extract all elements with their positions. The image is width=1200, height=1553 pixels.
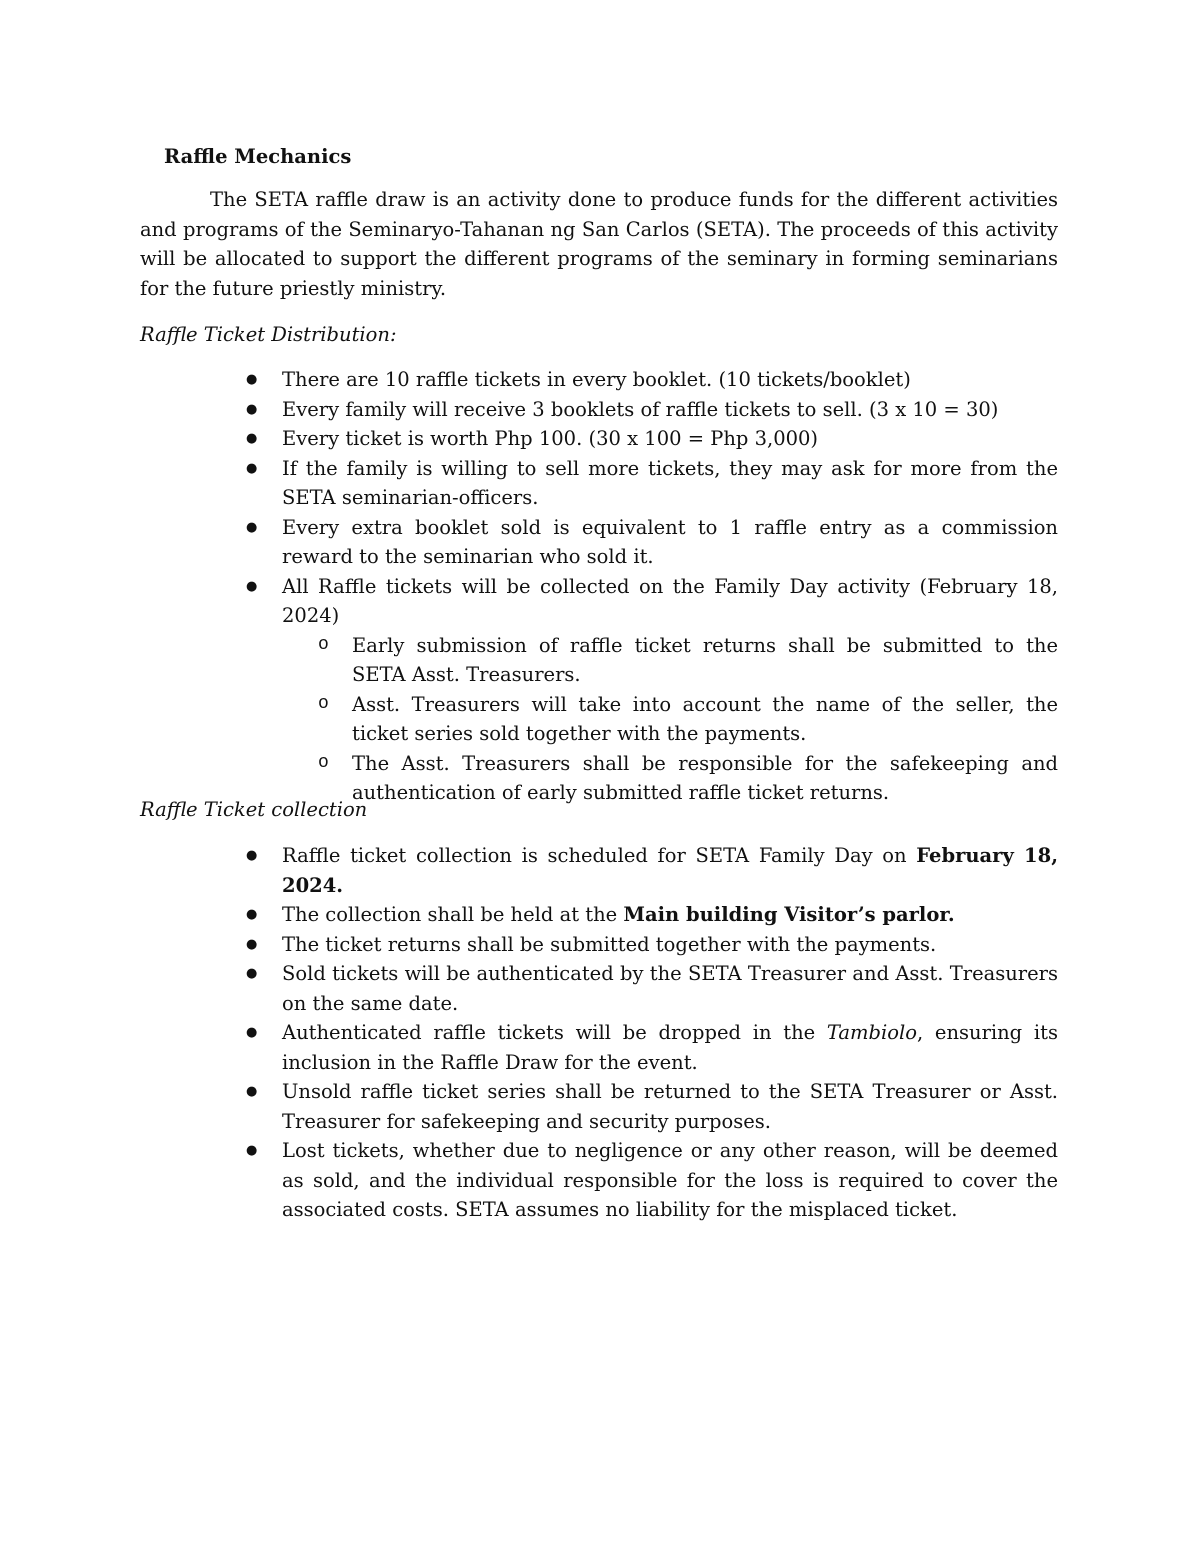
list-item — [282, 900, 1058, 930]
list-item-text: All Raffle tickets will be collected on the Family Day activity (February 18, 2024) — [282, 574, 1058, 627]
list-item: ● If the family is willing to sell more tickets, they may ask for more from the SETA seminarian-officers. — [282, 454, 1058, 513]
list-item: ● There are 10 raffle tickets in every booklet. (10 tickets/booklet) — [282, 365, 1058, 395]
distribution-sublist — [352, 631, 1058, 808]
sublist-item: o The Asst. Treasurers shall be responsible for the safekeeping and authentication of early submitted raffle ticket returns. — [352, 749, 1058, 808]
sublist-item: o Early submission of raffle ticket returns shall be submitted to the SETA Asst. Treasurers. — [352, 631, 1058, 690]
list-item: ● The ticket returns shall be submitted together with the payments. — [282, 930, 1058, 960]
intro-paragraph — [140, 185, 1058, 303]
list-item-text: , ensuring its inclusion in the Raffle Draw for the event. — [282, 1021, 1058, 1074]
collection-venue: Main building Visitor’s parlor. — [623, 903, 955, 926]
list-item: ● Every extra booklet sold is equivalent to 1 raffle entry as a commission reward to the seminarian who sold it. — [282, 513, 1058, 572]
intro-text: The SETA raffle draw is an activity done to produce funds for the different activities and programs of the Seminaryo-Tahanan ng San Carlos (SETA). The proceeds of this activity will be allocated to support the different programs of the seminary in forming seminarians for the future priestly ministry. — [140, 188, 1058, 300]
distribution-heading: Raffle Ticket Distribution: — [140, 323, 397, 346]
list-item: ● Every family will receive 3 booklets of raffle tickets to sell. (3 x 10 = 30) — [282, 395, 1058, 425]
list-item-text: Authenticated raffle tickets will be dropped in the — [282, 1021, 827, 1044]
tambiolo-term: Tambiolo — [826, 1021, 917, 1044]
list-item — [282, 572, 1058, 808]
list-item-text: The collection shall be held at the — [282, 903, 624, 926]
collection-date: February 18, 2024. — [282, 844, 1058, 897]
document-title: Raffle Mechanics — [164, 145, 352, 168]
list-item: ● Lost tickets, whether due to negligence or any other reason, will be deemed as sold, and the individual responsible for the loss is required to cover the associated costs. SETA assumes no liability for the misplaced ticket. — [282, 1136, 1058, 1225]
distribution-list — [282, 365, 1058, 808]
list-item — [282, 841, 1058, 900]
list-item: ● Every ticket is worth Php 100. (30 x 100 = Php 3,000) — [282, 424, 1058, 454]
list-item-text: Raffle ticket collection is scheduled for SETA Family Day on — [282, 844, 917, 867]
sublist-item: o Asst. Treasurers will take into account the name of the seller, the ticket series sold together with the payments. — [352, 690, 1058, 749]
list-item — [282, 1018, 1058, 1077]
collection-list — [282, 841, 1058, 1225]
list-item: ● Unsold raffle ticket series shall be returned to the SETA Treasurer or Asst. Treasurer for safekeeping and security purposes. — [282, 1077, 1058, 1136]
list-item: ● Sold tickets will be authenticated by the SETA Treasurer and Asst. Treasurers on the same date. — [282, 959, 1058, 1018]
collection-heading: Raffle Ticket collection — [140, 798, 368, 821]
